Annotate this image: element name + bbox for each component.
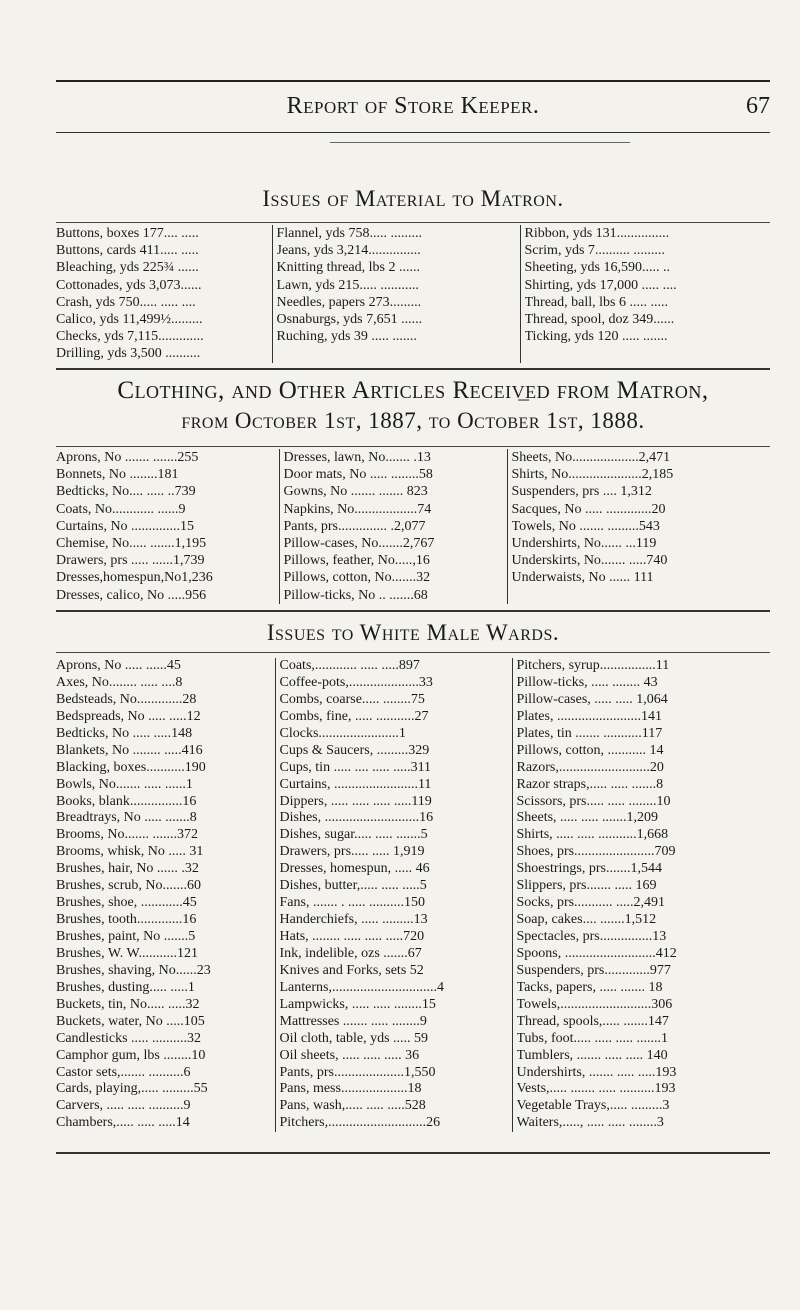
list-item: Bowls, No....... ..... ......1: [56, 776, 193, 792]
list-item: Crash, yds 750..... ..... ....: [56, 294, 196, 310]
list-item: Hats, ........ ..... ..... .....720: [279, 929, 425, 944]
list-item: Pitchers, syrup................11: [516, 658, 670, 673]
list-item: Chemise, No..... .......1,195: [56, 535, 207, 551]
list-item: Bedspreads, No ..... .....12: [56, 708, 201, 724]
list-item: Brushes, hair, No ...... .32: [56, 861, 199, 877]
list-item: Razor straps,..... ..... .......8: [516, 776, 664, 792]
list-item: Drilling, yds 3,500 ..........: [56, 346, 201, 362]
list-item: Bedticks, No ..... .....148: [56, 725, 193, 741]
list-item: Ticking, yds 120 ..... .......: [524, 329, 668, 345]
list-item: Oil cloth, table, yds ..... 59: [279, 1030, 429, 1046]
list-item: Bonnets, No ........181: [56, 467, 179, 483]
list-item: Drawers, prs ..... ......1,739: [56, 553, 205, 569]
list-item: Buttons, cards 411..... .....: [56, 243, 199, 259]
list-item: Osnaburgs, yds 7,651 ......: [276, 311, 423, 327]
section1-table: [56, 225, 768, 363]
list-item: Underskirts, No....... .....740: [511, 553, 668, 569]
list-item: Dishes, butter,..... ..... .....5: [279, 878, 427, 894]
list-item: Pillow-ticks, ..... ........ 43: [516, 674, 658, 690]
list-item: Pillows, cotton, No.......32: [283, 570, 431, 586]
list-item: Jeans, yds 3,214...............: [276, 243, 421, 259]
list-item: Brooms, No....... .......372: [56, 827, 198, 843]
list-item: Pillow-cases, ..... ..... 1,064: [516, 691, 668, 707]
list-item: Brushes, tooth.............16: [56, 912, 197, 928]
list-item: Coats, No............ ......9: [56, 501, 186, 517]
section3-column-2: [275, 658, 512, 1132]
list-item: Needles, papers 273.........: [276, 294, 422, 310]
list-item: Knitting thread, lbs 2 ......: [276, 260, 420, 276]
section-subtitle-date-range: from October 1st, 1887, to October 1st, 1888.: [181, 408, 645, 433]
list-item: Pillow-cases, No.......2,767: [283, 535, 435, 551]
section3-column-3: [512, 658, 768, 1132]
list-item: Handerchiefs, ..... .........13: [279, 912, 428, 928]
list-item: Buckets, water, No .....105: [56, 1013, 205, 1029]
list-item: Aprons, No ..... ......45: [56, 658, 181, 673]
list-item: Socks, prs........... .....2,491: [516, 895, 666, 911]
list-item: Pans, mess...................18: [279, 1081, 422, 1097]
list-item: Pitchers,............................26: [279, 1115, 441, 1131]
list-item: Flannel, yds 758..... .........: [276, 226, 422, 241]
list-item: Combs, fine, ..... ...........27: [279, 708, 429, 724]
section2-column-2: [279, 449, 507, 604]
list-item: Dishes, sugar..... ..... .......5: [279, 827, 428, 843]
list-item: Clocks.......................1: [279, 725, 406, 741]
list-item: Spoons, ..........................412: [516, 945, 677, 961]
list-item: Blacking, boxes...........190: [56, 759, 206, 775]
list-item: Scrim, yds 7.......... .........: [524, 243, 665, 259]
list-item: Curtains, No ..............15: [56, 518, 195, 534]
list-item: Shirting, yds 17,000 ..... ....: [524, 277, 677, 293]
list-item: Castor sets,....... ..........6: [56, 1064, 191, 1080]
section1-column-3: [520, 225, 768, 363]
list-item: Mattresses ....... ..... ........9: [279, 1013, 427, 1029]
list-item: Oil sheets, ..... ..... ..... 36: [279, 1047, 420, 1063]
list-item: Knives and Forks, sets 52: [279, 962, 424, 978]
list-item: Plates, tin ....... ...........117: [516, 725, 663, 741]
section3-column-1: [56, 658, 275, 1132]
list-item: Dresses,homespun,No1,236: [56, 570, 213, 586]
list-item: Suspenders, prs.............977: [516, 962, 671, 978]
section2-column-1: [56, 449, 279, 604]
list-item: Door mats, No ..... ........58: [283, 467, 433, 483]
list-item: Vests,..... ....... ..... ..........193: [516, 1081, 676, 1097]
list-item: Chambers,..... ..... .....14: [56, 1115, 190, 1131]
list-item: Napkins, No..................74: [283, 501, 432, 517]
section3-bottom-rule: [56, 1152, 770, 1154]
section2-column-3: [507, 449, 768, 604]
list-item: Lampwicks, ..... ..... ........15: [279, 996, 436, 1012]
list-item: Brushes, scrub, No.......60: [56, 878, 202, 894]
section3-table: [56, 658, 768, 1132]
list-item: Shirts, No.....................2,185: [511, 467, 674, 483]
section1-top-rule: [56, 222, 770, 223]
list-item: Axes, No........ ..... ....8: [56, 674, 183, 690]
list-item: Undershirts, No...... ...119: [511, 535, 657, 551]
list-item: Aprons, No ....... .......255: [56, 450, 199, 465]
list-item: Tacks, papers, ..... ....... 18: [516, 979, 663, 995]
list-item: Brushes, paint, No .......5: [56, 929, 196, 944]
list-item: Blankets, No ........ .....416: [56, 742, 203, 758]
section-title-received-from-matron: Clothing, and Other Articles Receiv͟ed from Matron,: [117, 377, 709, 404]
list-item: Cottonades, yds 3,073......: [56, 277, 202, 293]
list-item: Cups & Saucers, .........329: [279, 742, 430, 758]
list-item: Calico, yds 11,499½.........: [56, 311, 203, 327]
section-title-issues-to-matron: Issues of Material to Matron.: [262, 186, 564, 211]
list-item: Pants, prs....................1,550: [279, 1064, 436, 1080]
list-item: Vegetable Trays,..... .........3: [516, 1098, 670, 1114]
list-item: Breadtrays, No ..... .......8: [56, 810, 197, 826]
list-item: Sheeting, yds 16,590..... ..: [524, 260, 670, 276]
list-item: Pans, wash,..... ..... .....528: [279, 1098, 426, 1114]
list-item: Cards, playing,..... .........55: [56, 1081, 208, 1097]
list-item: Underwaists, No ...... 111: [511, 570, 654, 586]
list-item: Sheets, No...................2,471: [511, 450, 671, 465]
list-item: Combs, coarse..... ........75: [279, 691, 425, 707]
list-item: Dresses, homespun, ..... 46: [279, 861, 430, 877]
list-item: Candlesticks ..... ..........32: [56, 1030, 202, 1046]
list-item: Ruching, yds 39 ..... .......: [276, 329, 417, 345]
list-item: Waiters,....., ..... ..... ........3: [516, 1115, 664, 1131]
list-item: Ink, indelible, ozs .......67: [279, 945, 422, 961]
list-item: Drawers, prs..... ..... 1,919: [279, 844, 425, 860]
list-item: Brushes, shoe, ............45: [56, 895, 197, 911]
list-item: Dippers, ..... ..... ..... .....119: [279, 793, 432, 809]
list-item: Curtains, ........................11: [279, 776, 432, 792]
list-item: Sheets, ..... ..... .......1,209: [516, 810, 659, 826]
list-item: Tubs, foot..... ..... ..... .......1: [516, 1030, 669, 1046]
list-item: Ribbon, yds 131...............: [524, 226, 670, 241]
list-item: Fans, ....... . ..... ..........150: [279, 895, 425, 911]
list-item: Brushes, dusting..... .....1: [56, 979, 195, 995]
list-item: Dresses, calico, No .....956: [56, 587, 207, 603]
list-item: Undershirts, ....... ..... .....193: [516, 1064, 677, 1080]
list-item: Towels,..........................306: [516, 996, 673, 1012]
list-item: Lawn, yds 215..... ...........: [276, 277, 419, 293]
list-item: Razors,..........................20: [516, 759, 664, 775]
list-item: Camphor gum, lbs ........10: [56, 1047, 206, 1063]
list-item: Thread, spool, doz 349......: [524, 311, 675, 327]
list-item: Plates, ........................141: [516, 708, 662, 724]
list-item: Suspenders, prs .... 1,312: [511, 484, 652, 500]
list-item: Brushes, W. W...........121: [56, 945, 198, 961]
list-item: Buttons, boxes 177.... .....: [56, 226, 199, 241]
list-item: Shoestrings, prs.......1,544: [516, 861, 662, 877]
list-item: Soap, cakes.... .......1,512: [516, 912, 657, 928]
list-item: Books, blank...............16: [56, 793, 197, 809]
list-item: Pillows, feather, No.....,16: [283, 553, 430, 569]
list-item: Cups, tin ..... .... ..... .....311: [279, 759, 432, 775]
section2-top-rule: [56, 446, 770, 447]
list-item: Scissors, prs..... ..... ........10: [516, 793, 671, 809]
header-sub-rule: [330, 142, 630, 143]
page-header: [56, 93, 770, 123]
section1-bottom-rule: [56, 368, 770, 370]
list-item: Spectacles, prs...............13: [516, 929, 667, 944]
list-item: Bleaching, yds 225¾ ......: [56, 260, 199, 276]
list-item: Checks, yds 7,115.............: [56, 329, 204, 345]
list-item: Tumblers, ....... ..... ..... 140: [516, 1047, 668, 1063]
list-item: Lanterns,..............................4: [279, 979, 444, 995]
list-item: Dishes, ...........................16: [279, 810, 434, 826]
list-item: Towels, No ....... .........543: [511, 518, 660, 534]
list-item: Brushes, shaving, No......23: [56, 962, 211, 978]
list-item: Carvers, ..... ..... ..........9: [56, 1098, 191, 1114]
list-item: Slippers, prs....... ..... 169: [516, 878, 657, 894]
list-item: Pillows, cotton, ........... 14: [516, 742, 664, 758]
header-rule: [56, 132, 770, 133]
list-item: Pants, prs.............. .2,077: [283, 518, 426, 534]
list-item: Shirts, ..... ..... ...........1,668: [516, 827, 669, 843]
section1-column-2: [272, 225, 520, 363]
section-title-white-male-wards: Issues to White Male Wards.: [266, 620, 560, 645]
list-item: Pillow-ticks, No .. .......68: [283, 587, 428, 603]
list-item: Thread, spools,..... .......147: [516, 1013, 669, 1029]
list-item: Dresses, lawn, No....... .13: [283, 450, 431, 465]
list-item: Coats,............ ..... .....897: [279, 658, 420, 673]
page-title: Report of Store Keeper.: [286, 93, 540, 119]
list-item: Gowns, No ....... ....... 823: [283, 484, 428, 500]
section1-column-1: [56, 225, 272, 363]
list-item: Bedsteads, No.............28: [56, 691, 197, 707]
list-item: Buckets, tin, No..... .....32: [56, 996, 200, 1012]
list-item: Sacques, No ..... .............20: [511, 501, 666, 517]
section2-bottom-rule: [56, 610, 770, 612]
list-item: Bedticks, No.... ..... ..739: [56, 484, 196, 500]
section3-top-rule: [56, 652, 770, 653]
list-item: Brooms, whisk, No ..... 31: [56, 844, 204, 860]
list-item: Coffee-pots,....................33: [279, 674, 433, 690]
list-item: Shoes, prs.......................709: [516, 844, 676, 860]
top-rule: [56, 80, 770, 82]
section2-table: [56, 449, 768, 604]
page-number: 67: [746, 93, 770, 119]
list-item: Thread, ball, lbs 6 ..... .....: [524, 294, 668, 310]
